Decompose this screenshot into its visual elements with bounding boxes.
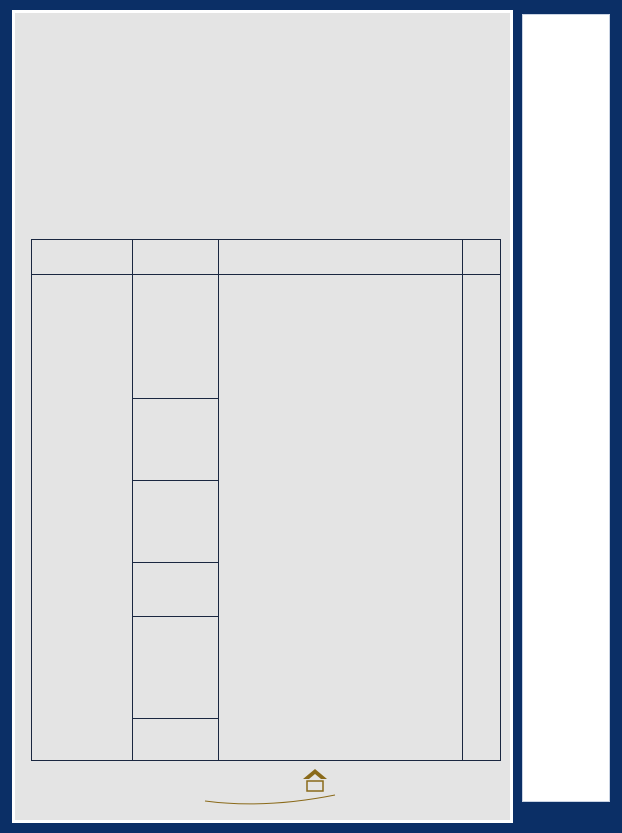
header-row-number bbox=[463, 240, 500, 274]
col-divider bbox=[132, 240, 133, 760]
group-divider bbox=[132, 398, 218, 399]
col-divider bbox=[218, 240, 219, 760]
logo bbox=[185, 761, 345, 821]
announcement-card bbox=[12, 10, 513, 823]
group-divider bbox=[132, 562, 218, 563]
side-banner bbox=[522, 14, 610, 802]
group-divider bbox=[132, 616, 218, 617]
header-course bbox=[218, 240, 463, 274]
header-fee bbox=[32, 240, 132, 274]
table-header bbox=[32, 240, 500, 275]
group-divider bbox=[132, 718, 218, 719]
col-divider bbox=[462, 240, 463, 760]
building-logo-icon bbox=[185, 761, 345, 821]
courses-table bbox=[31, 239, 501, 761]
header-duration bbox=[132, 240, 218, 274]
